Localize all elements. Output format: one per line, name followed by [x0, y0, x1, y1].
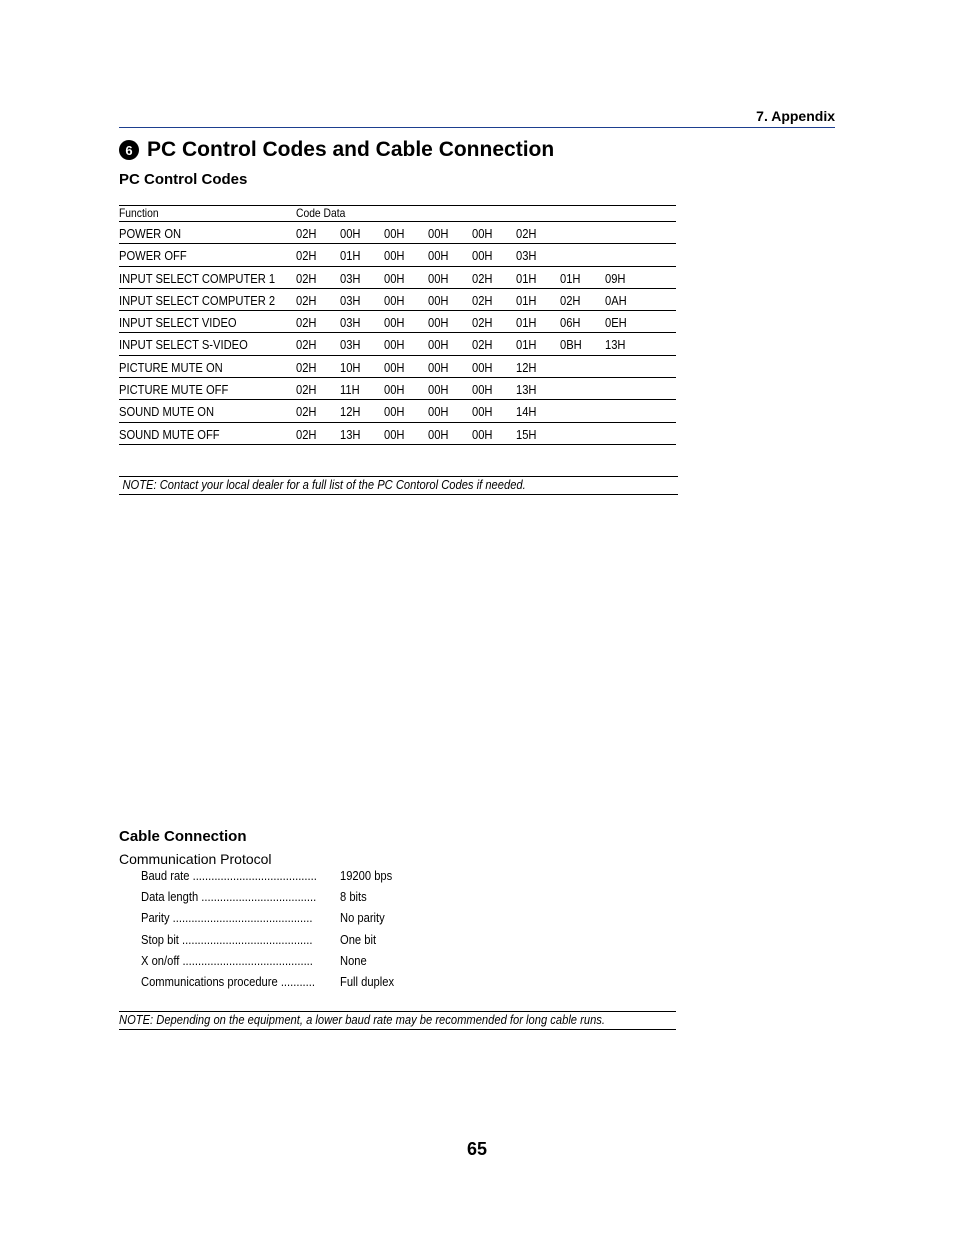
- code-cell: 02H: [560, 292, 581, 308]
- code-cell: 00H: [384, 359, 405, 375]
- page-number: 65: [466, 1139, 488, 1159]
- code-cell: 00H: [428, 315, 449, 331]
- code-cell: 02H: [296, 404, 317, 420]
- code-cell: 01H: [516, 337, 537, 353]
- code-cell: 00H: [384, 337, 405, 353]
- protocol-item-label: Stop bit ..........................................: [141, 931, 313, 947]
- chapter-header: 7. Appendix: [756, 108, 835, 124]
- code-cell: 02H: [296, 226, 317, 241]
- code-cell: 02H: [472, 337, 493, 353]
- code-cell: 01H: [516, 270, 537, 286]
- table-row: [119, 399, 676, 421]
- table-row: [119, 355, 676, 377]
- code-cell: 00H: [472, 359, 493, 375]
- code-cell: 00H: [428, 248, 449, 264]
- code-cell: 02H: [296, 337, 317, 353]
- table-row: [119, 221, 676, 243]
- code-cell: 10H: [340, 359, 361, 375]
- protocol-item-value: One bit: [340, 931, 377, 947]
- code-cell: 00H: [472, 404, 493, 420]
- section-number-badge: 6: [119, 140, 139, 160]
- code-cell: 03H: [340, 292, 361, 308]
- code-cell: 14H: [516, 404, 537, 420]
- code-cell: 03H: [340, 270, 361, 286]
- code-cell: 0AH: [605, 292, 627, 308]
- code-cell: 00H: [472, 426, 493, 442]
- table-row: [119, 332, 676, 354]
- code-cell: 00H: [384, 248, 405, 264]
- table-row: [119, 243, 676, 265]
- code-cell: 01H: [516, 292, 537, 308]
- code-cell: 12H: [516, 359, 537, 375]
- cable-connection-heading: Cable Connection: [119, 828, 247, 845]
- note-text: NOTE: Contact your local dealer for a full list of the PC Contorol Codes if needed.: [122, 477, 526, 492]
- table-header-row: [119, 205, 676, 221]
- protocol-item-label: Communications procedure ...........: [141, 973, 315, 989]
- code-cell: 12H: [340, 404, 361, 420]
- protocol-item-label: Data length .....................................: [141, 889, 317, 905]
- code-cell: 02H: [472, 270, 493, 286]
- code-cell: 02H: [296, 248, 317, 264]
- code-cell: 02H: [472, 315, 493, 331]
- table-row: [119, 377, 676, 399]
- table-row: [119, 422, 676, 445]
- control-codes-note: [119, 476, 678, 495]
- code-cell: 00H: [428, 270, 449, 286]
- code-cell: 15H: [516, 426, 537, 442]
- function-cell: INPUT SELECT COMPUTER 1: [119, 270, 276, 286]
- function-cell: SOUND MUTE OFF: [119, 426, 220, 442]
- code-cell: 01H: [340, 248, 361, 264]
- code-cell: 02H: [296, 315, 317, 331]
- code-cell: 00H: [384, 382, 405, 398]
- control-codes-table: [119, 205, 676, 445]
- code-cell: 02H: [516, 226, 537, 241]
- code-cell: 00H: [384, 426, 405, 442]
- code-cell: 00H: [428, 359, 449, 375]
- code-cell: 0EH: [605, 315, 627, 331]
- code-cell: 00H: [340, 226, 361, 241]
- section-title: [119, 138, 554, 162]
- code-cell: 13H: [340, 426, 361, 442]
- protocol-label: Communication Protocol: [119, 851, 272, 867]
- header-rule: [119, 127, 835, 128]
- code-cell: 02H: [296, 426, 317, 442]
- protocol-item-label: X on/off ..........................................: [141, 952, 313, 968]
- code-cell: 00H: [428, 292, 449, 308]
- code-cell: 02H: [472, 292, 493, 308]
- protocol-item-label: Parity .............................................: [141, 910, 313, 926]
- code-cell: 00H: [384, 404, 405, 420]
- code-cell: 11H: [340, 382, 360, 398]
- table-row: [119, 288, 676, 310]
- function-cell: PICTURE MUTE ON: [119, 359, 223, 375]
- column-header-code-data: Code Data: [296, 206, 346, 220]
- code-cell: 00H: [472, 382, 493, 398]
- code-cell: 03H: [516, 248, 537, 264]
- code-cell: 00H: [472, 248, 493, 264]
- protocol-item-label: Baud rate ........................................: [141, 868, 317, 883]
- code-cell: 13H: [605, 337, 626, 353]
- code-cell: 02H: [296, 270, 317, 286]
- table-body: [119, 221, 676, 445]
- code-cell: 01H: [560, 270, 581, 286]
- function-cell: POWER OFF: [119, 248, 187, 264]
- code-cell: 09H: [605, 270, 626, 286]
- protocol-item-value: Full duplex: [340, 973, 395, 989]
- code-cell: 0BH: [560, 337, 582, 353]
- code-cell: 00H: [384, 270, 405, 286]
- function-cell: INPUT SELECT VIDEO: [119, 315, 237, 331]
- protocol-item-value: No parity: [340, 910, 385, 926]
- code-cell: 03H: [340, 315, 361, 331]
- function-cell: SOUND MUTE ON: [119, 404, 215, 420]
- function-cell: POWER ON: [119, 226, 182, 241]
- code-cell: 00H: [384, 292, 405, 308]
- code-cell: 00H: [472, 226, 493, 241]
- code-cell: 00H: [384, 315, 405, 331]
- table-row: [119, 310, 676, 332]
- code-cell: 02H: [296, 382, 317, 398]
- function-cell: INPUT SELECT S-VIDEO: [119, 337, 248, 353]
- code-cell: 13H: [516, 382, 537, 398]
- code-cell: 00H: [428, 337, 449, 353]
- column-header-function: Function: [119, 206, 159, 220]
- table-row: [119, 266, 676, 288]
- cable-note: [119, 1011, 676, 1030]
- code-cell: 02H: [296, 359, 317, 375]
- code-cell: 00H: [384, 226, 405, 241]
- code-cell: 00H: [428, 426, 449, 442]
- code-cell: 00H: [428, 226, 449, 241]
- note-text: NOTE: Depending on the equipment, a lower baud rate may be recommended for long cable runs.: [119, 1012, 605, 1027]
- protocol-item-value: 8 bits: [340, 889, 367, 905]
- code-cell: 00H: [428, 404, 449, 420]
- section-title-text: PC Control Codes and Cable Connection: [147, 138, 555, 161]
- code-cell: 01H: [516, 315, 537, 331]
- code-cell: 06H: [560, 315, 581, 331]
- protocol-item-value: 19200 bps: [340, 868, 393, 883]
- code-cell: 03H: [340, 337, 361, 353]
- code-cell: 02H: [296, 292, 317, 308]
- protocol-item-value: None: [340, 952, 367, 968]
- code-cell: 00H: [428, 382, 449, 398]
- control-codes-heading: PC Control Codes: [119, 171, 248, 188]
- function-cell: INPUT SELECT COMPUTER 2: [119, 292, 276, 308]
- function-cell: PICTURE MUTE OFF: [119, 382, 229, 398]
